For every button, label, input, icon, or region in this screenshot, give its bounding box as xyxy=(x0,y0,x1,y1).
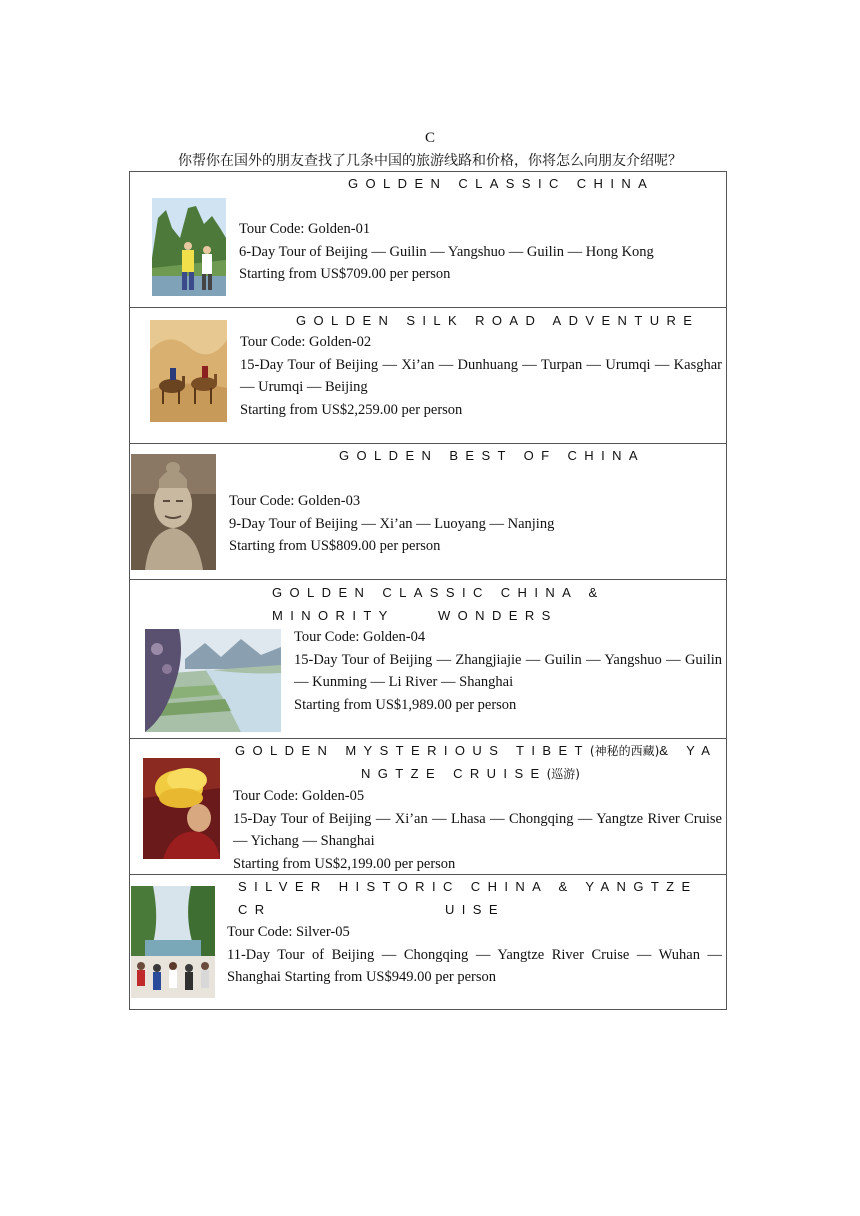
guilin-hikers-photo xyxy=(152,198,226,296)
tour-code: Tour Code: Golden-02 xyxy=(240,334,372,350)
tour-code: Tour Code: Golden-03 xyxy=(229,493,361,509)
intro-question: 你帮你在国外的朋友查找了几条中国的旅游线路和价格，你将怎么向朋友介绍呢？ xyxy=(178,153,682,169)
desert-camels-photo xyxy=(150,320,227,422)
tibetan-monk-photo xyxy=(143,758,220,859)
tour-title: GOLDEN MYSTERIOUS TIBET(神秘的西藏)& YA xyxy=(235,743,718,758)
tour-price: Starting from US$709.00 per person xyxy=(239,266,451,283)
tour-row-silver-05 xyxy=(130,875,727,1010)
tour-code: Tour Code: Silver-05 xyxy=(227,924,350,940)
tour-itinerary: 15-Day Tour of Beijing — Xi’an — Lhasa — Chongqing — Yangtze River Cruise — Yichang — Shanghai xyxy=(233,810,722,850)
tour-price: Starting from US$809.00 per person xyxy=(229,538,441,555)
tour-title: GOLDEN CLASSIC CHINA & MINORITY xyxy=(272,585,605,623)
tour-title-continued: NGTZE CRUISE(巡游) xyxy=(361,766,580,781)
tour-code: Tour Code: Golden-04 xyxy=(294,629,426,645)
tour-title-continued: UISE xyxy=(445,902,505,917)
tour-code: Tour Code: Golden-05 xyxy=(233,788,365,804)
tour-price: Starting from US$2,259.00 per person xyxy=(240,402,463,419)
tour-code: Tour Code: Golden-01 xyxy=(239,221,371,237)
tour-row-golden-02 xyxy=(130,308,727,444)
tour-title: GOLDEN BEST OF CHINA xyxy=(339,448,645,463)
tour-table xyxy=(129,171,727,1010)
tour-price: Starting from US$1,989.00 per person xyxy=(294,697,517,714)
tour-row-golden-01 xyxy=(130,172,727,308)
li-river-landscape-photo xyxy=(145,629,281,732)
tour-price: Starting from US$2,199.00 per person xyxy=(233,856,456,873)
tour-title: GOLDEN CLASSIC CHINA xyxy=(348,176,655,191)
tour-itinerary: 6-Day Tour of Beijing — Guilin — Yangshuo — Guilin — Hong Kong xyxy=(239,243,654,260)
tour-row-golden-03 xyxy=(130,444,727,580)
tour-title: SILVER HISTORIC CHINA & YANGTZE CR xyxy=(238,879,698,917)
tour-row-golden-05 xyxy=(130,739,727,875)
tour-itinerary: 15-Day Tour of Beijing — Xi’an — Dunhuang — Turpan — Urumqi — Kasghar — Urumqi — Beijing xyxy=(240,356,722,396)
terracotta-warrior-photo xyxy=(131,454,216,570)
tour-row-golden-04 xyxy=(130,580,727,739)
tour-itinerary: 15-Day Tour of Beijing — Zhangjiajie — Guilin — Yangshuo — Guilin — Kunming — Li River — Shanghai xyxy=(294,651,722,691)
section-letter: C xyxy=(424,130,435,146)
tour-itinerary: 11-Day Tour of Beijing — Chongqing — Yangtze River Cruise — Wuhan — Shanghai Starting from US$949.00 per person xyxy=(227,946,722,986)
tour-title: GOLDEN SILK ROAD ADVENTURE xyxy=(296,313,700,328)
tour-itinerary: 9-Day Tour of Beijing — Xi’an — Luoyang — Nanjing xyxy=(229,515,555,532)
tour-title-continued: WONDERS xyxy=(438,608,558,623)
yangtze-gorge-tourists-photo xyxy=(131,886,215,998)
